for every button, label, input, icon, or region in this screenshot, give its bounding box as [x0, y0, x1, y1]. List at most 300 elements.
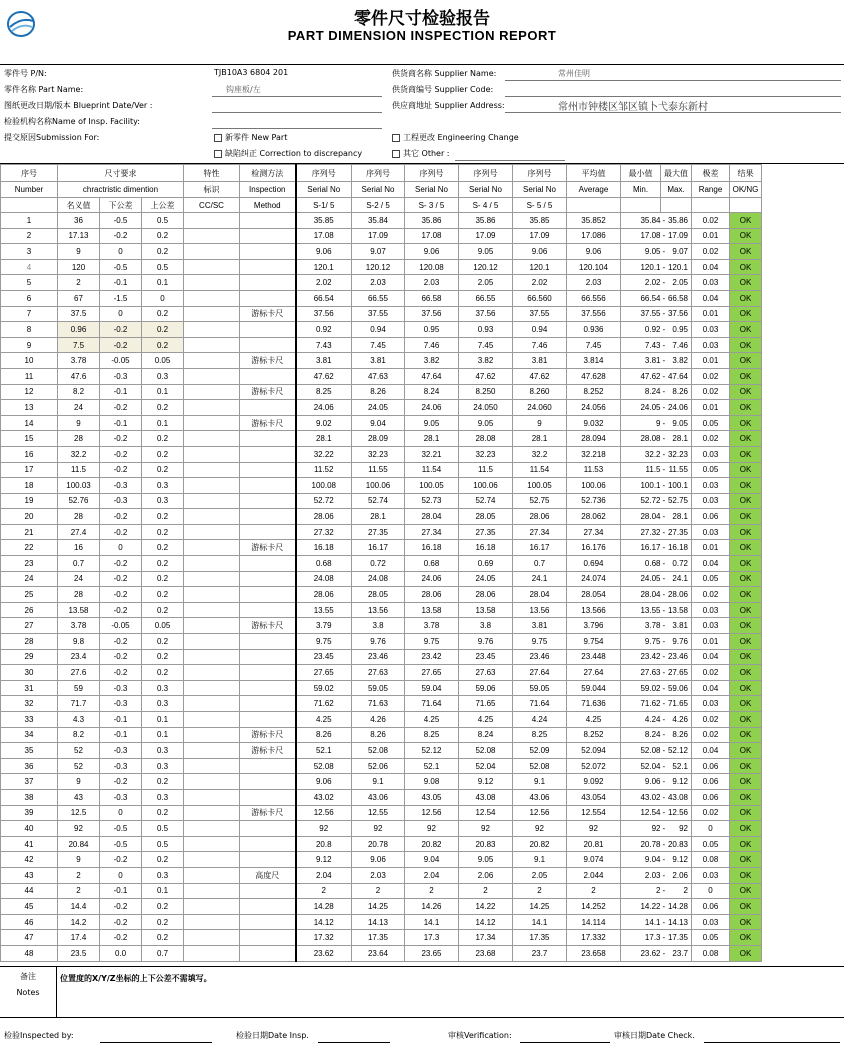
- col-min-en: Min.: [621, 182, 661, 198]
- cell-min-value: 20.78: [640, 839, 661, 849]
- cell-upper: 0.7: [142, 945, 184, 961]
- option-other[interactable]: [392, 148, 450, 159]
- cell-upper: 0.05: [142, 618, 184, 634]
- cell-result: OK: [730, 634, 762, 650]
- cell-result: OK: [730, 618, 762, 634]
- cell-nominal: 17.13: [58, 228, 100, 244]
- cell-min-value: 17.08: [640, 231, 661, 241]
- cell-lower: -0.2: [100, 914, 142, 930]
- cell-upper: 0.2: [142, 602, 184, 618]
- table-row: [1, 556, 844, 572]
- col-s2-en: Serial No: [352, 182, 405, 198]
- cell-min-value: 9.05: [644, 246, 661, 256]
- cell-range: 0.06: [692, 774, 730, 790]
- cell-method: [240, 462, 296, 478]
- cell-s1: 28.1: [296, 431, 352, 447]
- cell-min-value: 32.2: [644, 449, 661, 459]
- cell-number: 5: [1, 275, 58, 291]
- table-row: [1, 602, 844, 618]
- range-dash: -: [662, 714, 666, 724]
- cell-s5: 24.1: [513, 571, 567, 587]
- cell-min-value: 11.5: [645, 465, 661, 475]
- cell-upper: 0.2: [142, 244, 184, 260]
- checkbox-icon[interactable]: [392, 134, 400, 142]
- cell-range: 0.03: [692, 602, 730, 618]
- cell-upper: 0.3: [142, 743, 184, 759]
- cell-min-value: 3.78: [644, 621, 661, 631]
- cell-s1: 47.62: [296, 368, 352, 384]
- verification-label: 审核Verification:: [448, 1031, 512, 1040]
- range-dash: -: [662, 434, 666, 444]
- cell-s5: 20.82: [513, 836, 567, 852]
- cell-upper: 0.2: [142, 899, 184, 915]
- cell-min-value: 28.08: [640, 434, 661, 444]
- range-dash: -: [662, 886, 666, 896]
- col-method-cn: 检测方法: [240, 165, 296, 182]
- cell-nominal: 2: [58, 867, 100, 883]
- cell-nominal: 2: [58, 275, 100, 291]
- cell-number: 23: [1, 556, 58, 572]
- cell-s3: 3.78: [405, 618, 459, 634]
- col-number-cn: 序号: [1, 165, 58, 182]
- cell-upper: 0.3: [142, 680, 184, 696]
- cell-s2: 100.06: [352, 478, 405, 494]
- cell-min-value: 2.02: [644, 278, 661, 288]
- cell-nominal: 9: [58, 852, 100, 868]
- cell-s1: 17.08: [296, 228, 352, 244]
- cell-max: [661, 930, 692, 946]
- cell-number: 4: [1, 259, 58, 275]
- cell-number: 12: [1, 384, 58, 400]
- cell-s4: 92: [459, 821, 513, 837]
- cell-lower: -0.2: [100, 400, 142, 416]
- cell-average: 12.554: [567, 805, 621, 821]
- cell-s1: 17.32: [296, 930, 352, 946]
- cell-min: [621, 540, 661, 556]
- cell-upper: 0.2: [142, 431, 184, 447]
- cell-result: OK: [730, 259, 762, 275]
- cell-s3: 3.82: [405, 353, 459, 369]
- cell-char: [184, 462, 240, 478]
- cell-min: [621, 852, 661, 868]
- cell-char: [184, 914, 240, 930]
- cell-s4: 11.5: [459, 462, 513, 478]
- cell-s4: 28.06: [459, 587, 513, 603]
- table-row: [1, 727, 844, 743]
- cell-average: 120.104: [567, 259, 621, 275]
- table-row: [1, 462, 844, 478]
- cell-result: OK: [730, 244, 762, 260]
- cell-max: [661, 353, 692, 369]
- cell-s2: 2.03: [352, 867, 405, 883]
- range-dash: -: [662, 761, 666, 771]
- cell-range: 0.02: [692, 368, 730, 384]
- cell-average: 17.332: [567, 930, 621, 946]
- cell-average: 24.056: [567, 400, 621, 416]
- cell-s1: 0.68: [296, 556, 352, 572]
- cell-result: OK: [730, 602, 762, 618]
- cell-min: [621, 945, 661, 961]
- cell-average: 32.218: [567, 446, 621, 462]
- cell-nominal: 23.5: [58, 945, 100, 961]
- cell-number: 46: [1, 914, 58, 930]
- cell-s3: 14.26: [405, 899, 459, 915]
- cell-nominal: 16: [58, 540, 100, 556]
- cell-min-value: 9: [656, 418, 661, 428]
- cell-result: OK: [730, 649, 762, 665]
- underline: [212, 128, 382, 129]
- cell-min: [621, 571, 661, 587]
- cell-s3: 92: [405, 821, 459, 837]
- cell-max: [661, 789, 692, 805]
- col-method-en2: Method: [240, 198, 296, 213]
- cell-min: [621, 556, 661, 572]
- option-correction[interactable]: [214, 148, 362, 159]
- cell-number: 36: [1, 758, 58, 774]
- underline: [505, 80, 841, 81]
- cell-max: [661, 493, 692, 509]
- cell-char: [184, 259, 240, 275]
- cell-s5: 13.56: [513, 602, 567, 618]
- cell-number: 34: [1, 727, 58, 743]
- cell-range: 0.03: [692, 524, 730, 540]
- cell-max: [661, 867, 692, 883]
- table-row: [1, 384, 844, 400]
- cell-range: 0.06: [692, 899, 730, 915]
- cell-lower: -0.1: [100, 275, 142, 291]
- cell-result: OK: [730, 415, 762, 431]
- cell-lower: -0.2: [100, 446, 142, 462]
- cell-number: 8: [1, 322, 58, 338]
- cell-s1: 28.06: [296, 509, 352, 525]
- cell-result: OK: [730, 712, 762, 728]
- table-row: [1, 758, 844, 774]
- table-row: [1, 353, 844, 369]
- cell-method: [240, 930, 296, 946]
- report-header: [0, 64, 844, 164]
- cell-lower: -0.2: [100, 899, 142, 915]
- table-row: [1, 306, 844, 322]
- cell-s1: 59.02: [296, 680, 352, 696]
- cell-s3: 9.75: [405, 634, 459, 650]
- range-dash: -: [662, 215, 666, 225]
- cell-max-value: 8.26: [672, 730, 688, 740]
- cell-lower: -0.2: [100, 228, 142, 244]
- cell-method: [240, 446, 296, 462]
- cell-number: 3: [1, 244, 58, 260]
- cell-s3: 2.04: [405, 867, 459, 883]
- cell-upper: 0.5: [142, 259, 184, 275]
- cell-s4: 43.08: [459, 789, 513, 805]
- cell-nominal: 20.84: [58, 836, 100, 852]
- cell-number: 1: [1, 213, 58, 229]
- cell-lower: -0.3: [100, 789, 142, 805]
- checkbox-icon[interactable]: [392, 150, 400, 158]
- cell-s5: 100.05: [513, 478, 567, 494]
- cell-result: OK: [730, 322, 762, 338]
- cell-s5: 43.06: [513, 789, 567, 805]
- cell-lower: -0.5: [100, 213, 142, 229]
- cell-number: 20: [1, 509, 58, 525]
- cell-max-value: 0.95: [672, 324, 688, 334]
- date-check-line[interactable]: [704, 1042, 840, 1043]
- cell-max: [661, 852, 692, 868]
- cell-s4: 23.68: [459, 945, 513, 961]
- cell-s5: 12.56: [513, 805, 567, 821]
- cell-s2: 52.08: [352, 743, 405, 759]
- verification-line[interactable]: [520, 1042, 610, 1043]
- cell-min: [621, 462, 661, 478]
- cell-min-value: 23.42: [640, 652, 661, 662]
- cell-range: 0.04: [692, 290, 730, 306]
- cell-number: 18: [1, 478, 58, 494]
- cell-result: OK: [730, 665, 762, 681]
- cell-min-value: 24.05: [640, 574, 661, 584]
- cell-max-value: 47.64: [667, 371, 688, 381]
- cell-nominal: 28: [58, 509, 100, 525]
- cell-average: 3.814: [567, 353, 621, 369]
- cell-max-value: 52.75: [667, 496, 688, 506]
- cell-s1: 12.56: [296, 805, 352, 821]
- notes-label-en: Notes: [16, 988, 40, 997]
- cell-s1: 7.43: [296, 337, 352, 353]
- range-dash: -: [662, 683, 666, 693]
- cell-min: [621, 337, 661, 353]
- cell-max: [661, 602, 692, 618]
- cell-lower: -0.2: [100, 509, 142, 525]
- cell-s4: 14.12: [459, 914, 513, 930]
- cell-range: 0.03: [692, 618, 730, 634]
- table-row: [1, 275, 844, 291]
- cell-range: 0.02: [692, 712, 730, 728]
- cell-upper: 0.3: [142, 696, 184, 712]
- cell-nominal: 23.4: [58, 649, 100, 665]
- cell-s3: 0.95: [405, 322, 459, 338]
- cell-min-value: 14.1: [644, 917, 661, 927]
- table-row: [1, 587, 844, 603]
- cell-min-value: 0.92: [644, 324, 661, 334]
- cell-s4: 37.56: [459, 306, 513, 322]
- cell-s2: 23.46: [352, 649, 405, 665]
- cell-s3: 4.25: [405, 712, 459, 728]
- cell-min-value: 28.04: [640, 590, 661, 600]
- cell-lower: 0: [100, 306, 142, 322]
- cell-max-value: 3.82: [672, 356, 688, 366]
- cell-method: [240, 400, 296, 416]
- cell-max: [661, 696, 692, 712]
- table-row: [1, 914, 844, 930]
- cell-min-value: 52.08: [640, 745, 661, 755]
- cell-range: 0.03: [692, 867, 730, 883]
- cell-s5: 7.46: [513, 337, 567, 353]
- cell-number: 32: [1, 696, 58, 712]
- cell-upper: 0.2: [142, 556, 184, 572]
- table-row: [1, 228, 844, 244]
- cell-s1: 9.12: [296, 852, 352, 868]
- col-char-cn: 特性: [184, 165, 240, 182]
- cell-lower: -0.3: [100, 696, 142, 712]
- table-row: [1, 368, 844, 384]
- cell-char: [184, 883, 240, 899]
- cell-s4: 28.05: [459, 509, 513, 525]
- table-row: [1, 821, 844, 837]
- cell-max: [661, 509, 692, 525]
- cell-max-value: 27.65: [667, 668, 688, 678]
- cell-result: OK: [730, 867, 762, 883]
- option-engineering-change[interactable]: [392, 132, 519, 143]
- cell-s1: 37.56: [296, 306, 352, 322]
- cell-min: [621, 384, 661, 400]
- cell-average: 71.636: [567, 696, 621, 712]
- cell-max-value: 16.18: [667, 543, 688, 553]
- cell-s1: 4.25: [296, 712, 352, 728]
- cell-s4: 17.09: [459, 228, 513, 244]
- cell-char: [184, 353, 240, 369]
- col-s4-id: S- 4 / 5: [459, 198, 513, 213]
- submission-label: 提交原因Submission For:: [4, 133, 100, 142]
- cell-s3: 52.73: [405, 493, 459, 509]
- cell-min: [621, 883, 661, 899]
- col-min-blank: [621, 198, 661, 213]
- cell-nominal: 3.78: [58, 353, 100, 369]
- cell-s2: 8.26: [352, 727, 405, 743]
- cell-result: OK: [730, 384, 762, 400]
- cell-s5: 47.62: [513, 368, 567, 384]
- supplier-address-value: 常州市钟楼区邹区镇卜弋泰东新村: [558, 102, 708, 113]
- cell-s4: 32.23: [459, 446, 513, 462]
- cell-method: 游标卡尺: [240, 540, 296, 556]
- cell-min-value: 7.43: [644, 340, 661, 350]
- range-dash: -: [662, 231, 666, 241]
- inspected-by-line[interactable]: [100, 1042, 212, 1043]
- underline: [212, 112, 382, 113]
- cell-max: [661, 368, 692, 384]
- cell-method: [240, 774, 296, 790]
- cell-char: [184, 306, 240, 322]
- cell-nominal: 2: [58, 883, 100, 899]
- table-row: [1, 712, 844, 728]
- cell-max: [661, 805, 692, 821]
- cell-max-value: 0.72: [672, 558, 688, 568]
- col-max-cn: 最大值: [661, 165, 692, 182]
- cell-s4: 52.74: [459, 493, 513, 509]
- cell-s5: 17.35: [513, 930, 567, 946]
- cell-s1: 27.65: [296, 665, 352, 681]
- cell-max: [661, 774, 692, 790]
- cell-method: [240, 509, 296, 525]
- cell-s4: 71.65: [459, 696, 513, 712]
- cell-max: [661, 431, 692, 447]
- cell-s1: 23.62: [296, 945, 352, 961]
- cell-max: [661, 322, 692, 338]
- option-new-part[interactable]: [214, 132, 287, 143]
- cell-upper: 0.2: [142, 665, 184, 681]
- cell-s3: 23.65: [405, 945, 459, 961]
- cell-s2: 12.55: [352, 805, 405, 821]
- cell-char: [184, 400, 240, 416]
- cell-average: 35.852: [567, 213, 621, 229]
- date-insp-line[interactable]: [318, 1042, 390, 1043]
- cell-average: 7.45: [567, 337, 621, 353]
- cell-s4: 16.18: [459, 540, 513, 556]
- col-s1-cn: 序列号: [296, 165, 352, 182]
- cell-method: [240, 368, 296, 384]
- cell-upper: 0.2: [142, 228, 184, 244]
- cell-method: [240, 945, 296, 961]
- cell-method: 游标卡尺: [240, 618, 296, 634]
- cell-s3: 9.08: [405, 774, 459, 790]
- cell-s2: 7.45: [352, 337, 405, 353]
- cell-upper: 0.05: [142, 353, 184, 369]
- part-name-label: 零件名称 Part Name:: [4, 85, 84, 94]
- cell-s2: 17.09: [352, 228, 405, 244]
- cell-s5: 27.64: [513, 665, 567, 681]
- cell-s1: 32.22: [296, 446, 352, 462]
- cell-max: [661, 587, 692, 603]
- cell-min-value: 37.55: [640, 309, 661, 319]
- cell-upper: 0.2: [142, 322, 184, 338]
- pn-label: 零件号 P/N:: [4, 69, 47, 78]
- cell-s2: 27.35: [352, 524, 405, 540]
- cell-s2: 14.13: [352, 914, 405, 930]
- cell-method: [240, 290, 296, 306]
- table-row: [1, 431, 844, 447]
- cell-range: 0.08: [692, 945, 730, 961]
- cell-min: [621, 368, 661, 384]
- cell-range: 0: [692, 883, 730, 899]
- cell-s1: 9.06: [296, 774, 352, 790]
- cell-lower: -0.2: [100, 930, 142, 946]
- checkbox-icon[interactable]: [214, 134, 222, 142]
- cell-s4: 66.55: [459, 290, 513, 306]
- cell-nominal: 92: [58, 821, 100, 837]
- cell-s3: 28.06: [405, 587, 459, 603]
- cell-average: 0.694: [567, 556, 621, 572]
- cell-max-value: 2.06: [672, 870, 688, 880]
- cell-s4: 24.05: [459, 571, 513, 587]
- notes-text: 位置度的X/Y/Z坐标的上下公差不需填写。: [60, 974, 212, 983]
- cell-max-value: 52.12: [667, 745, 688, 755]
- cell-char: [184, 540, 240, 556]
- cell-s5: 92: [513, 821, 567, 837]
- range-dash: -: [662, 590, 666, 600]
- cell-nominal: 52: [58, 743, 100, 759]
- col-lower: 下公差: [100, 198, 142, 213]
- cell-lower: -0.2: [100, 852, 142, 868]
- range-dash: -: [662, 605, 666, 615]
- cell-max-value: 2.05: [672, 278, 688, 288]
- cell-average: 17.086: [567, 228, 621, 244]
- cell-range: 0.06: [692, 789, 730, 805]
- cell-char: [184, 789, 240, 805]
- cell-result: OK: [730, 462, 762, 478]
- cell-number: 14: [1, 415, 58, 431]
- cell-lower: -0.5: [100, 259, 142, 275]
- cell-result: OK: [730, 899, 762, 915]
- cell-nominal: 37.5: [58, 306, 100, 322]
- cell-min: [621, 774, 661, 790]
- cell-average: 9.754: [567, 634, 621, 650]
- table-row: [1, 446, 844, 462]
- cell-max-value: 23.46: [667, 652, 688, 662]
- cell-s2: 23.64: [352, 945, 405, 961]
- cell-s3: 71.64: [405, 696, 459, 712]
- cell-number: 15: [1, 431, 58, 447]
- cell-method: [240, 634, 296, 650]
- cell-s4: 52.04: [459, 758, 513, 774]
- cell-nominal: 52.76: [58, 493, 100, 509]
- checkbox-icon[interactable]: [214, 150, 222, 158]
